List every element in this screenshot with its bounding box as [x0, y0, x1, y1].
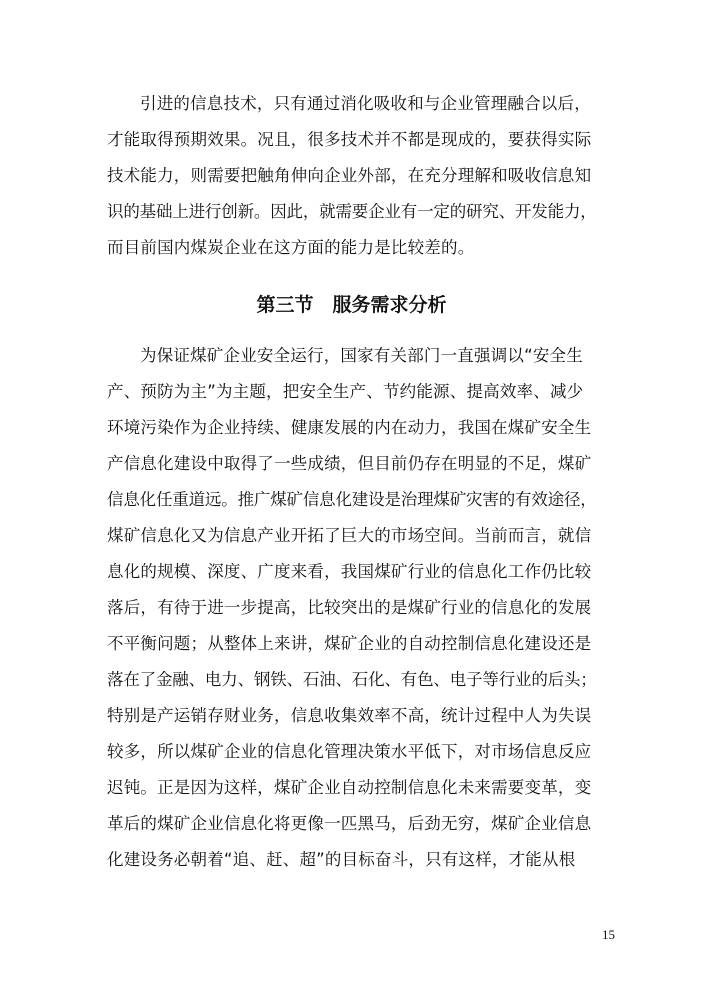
paragraph-line: 革后的煤矿企业信息化将更像一匹黑马，后劲无穷，煤矿企业信息 — [107, 814, 592, 833]
paragraph-line: 为保证煤矿企业安全运行，国家有关部门一直强调以“安全生 — [140, 346, 583, 365]
paragraph-line: 而目前国内煤炭企业在这方面的能力是比较差的。 — [107, 238, 475, 257]
paragraph-line: 才能取得预期效果。况且，很多技术并不都是现成的，要获得实际 — [107, 130, 592, 149]
paragraph-line: 化建设务必朝着“追、赶、超”的目标奋斗，只有这样，才能从根 — [107, 850, 576, 869]
paragraph-line: 落在了金融、电力、钢铁、石油、石化、有色、电子等行业的后头； — [107, 670, 597, 689]
paragraph-line: 技术能力，则需要把触角伸向企业外部，在充分理解和吸收信息知 — [107, 166, 592, 185]
paragraph-line: 信息化任重道远。推广煤矿信息化建设是治理煤矿灾害的有效途径， — [107, 490, 597, 509]
paragraph-line: 落后，有待于进一步提高，比较突出的是煤矿行业的信息化的发展 — [107, 598, 592, 617]
paragraph-line: 识的基础上进行创新。因此，就需要企业有一定的研究、开发能力， — [107, 202, 597, 221]
paragraph-line: 特别是产运销存财业务，信息收集效率不高，统计过程中人为失误 — [107, 706, 592, 725]
paragraph-line: 不平衡问题；从整体上来讲，煤矿企业的自动控制信息化建设还是 — [107, 634, 592, 653]
paragraph-line: 产、预防为主”为主题，把安全生产、节约能源、提高效率、减少 — [107, 382, 584, 401]
paragraph-line: 较多，所以煤矿企业的信息化管理决策水平低下，对市场信息反应 — [107, 742, 592, 761]
section-heading: 第三节 服务需求分析 — [256, 294, 447, 316]
paragraph-line: 环境污染作为企业持续、健康发展的内在动力，我国在煤矿安全生 — [107, 418, 592, 437]
page-number: 15 — [602, 927, 615, 942]
paragraph-line: 煤矿信息化又为信息产业开拓了巨大的市场空间。当前而言，就信 — [107, 526, 592, 545]
paragraph-line: 产信息化建设中取得了一些成绩，但目前仍存在明显的不足，煤矿 — [107, 454, 592, 473]
paragraph-line: 息化的规模、深度、广度来看，我国煤矿行业的信息化工作仍比较 — [107, 562, 592, 581]
paragraph-line: 迟钝。正是因为这样，煤矿企业自动控制信息化未来需要变革，变 — [107, 778, 592, 797]
paragraph-line: 引进的信息技术，只有通过消化吸收和与企业管理融合以后， — [140, 94, 591, 113]
